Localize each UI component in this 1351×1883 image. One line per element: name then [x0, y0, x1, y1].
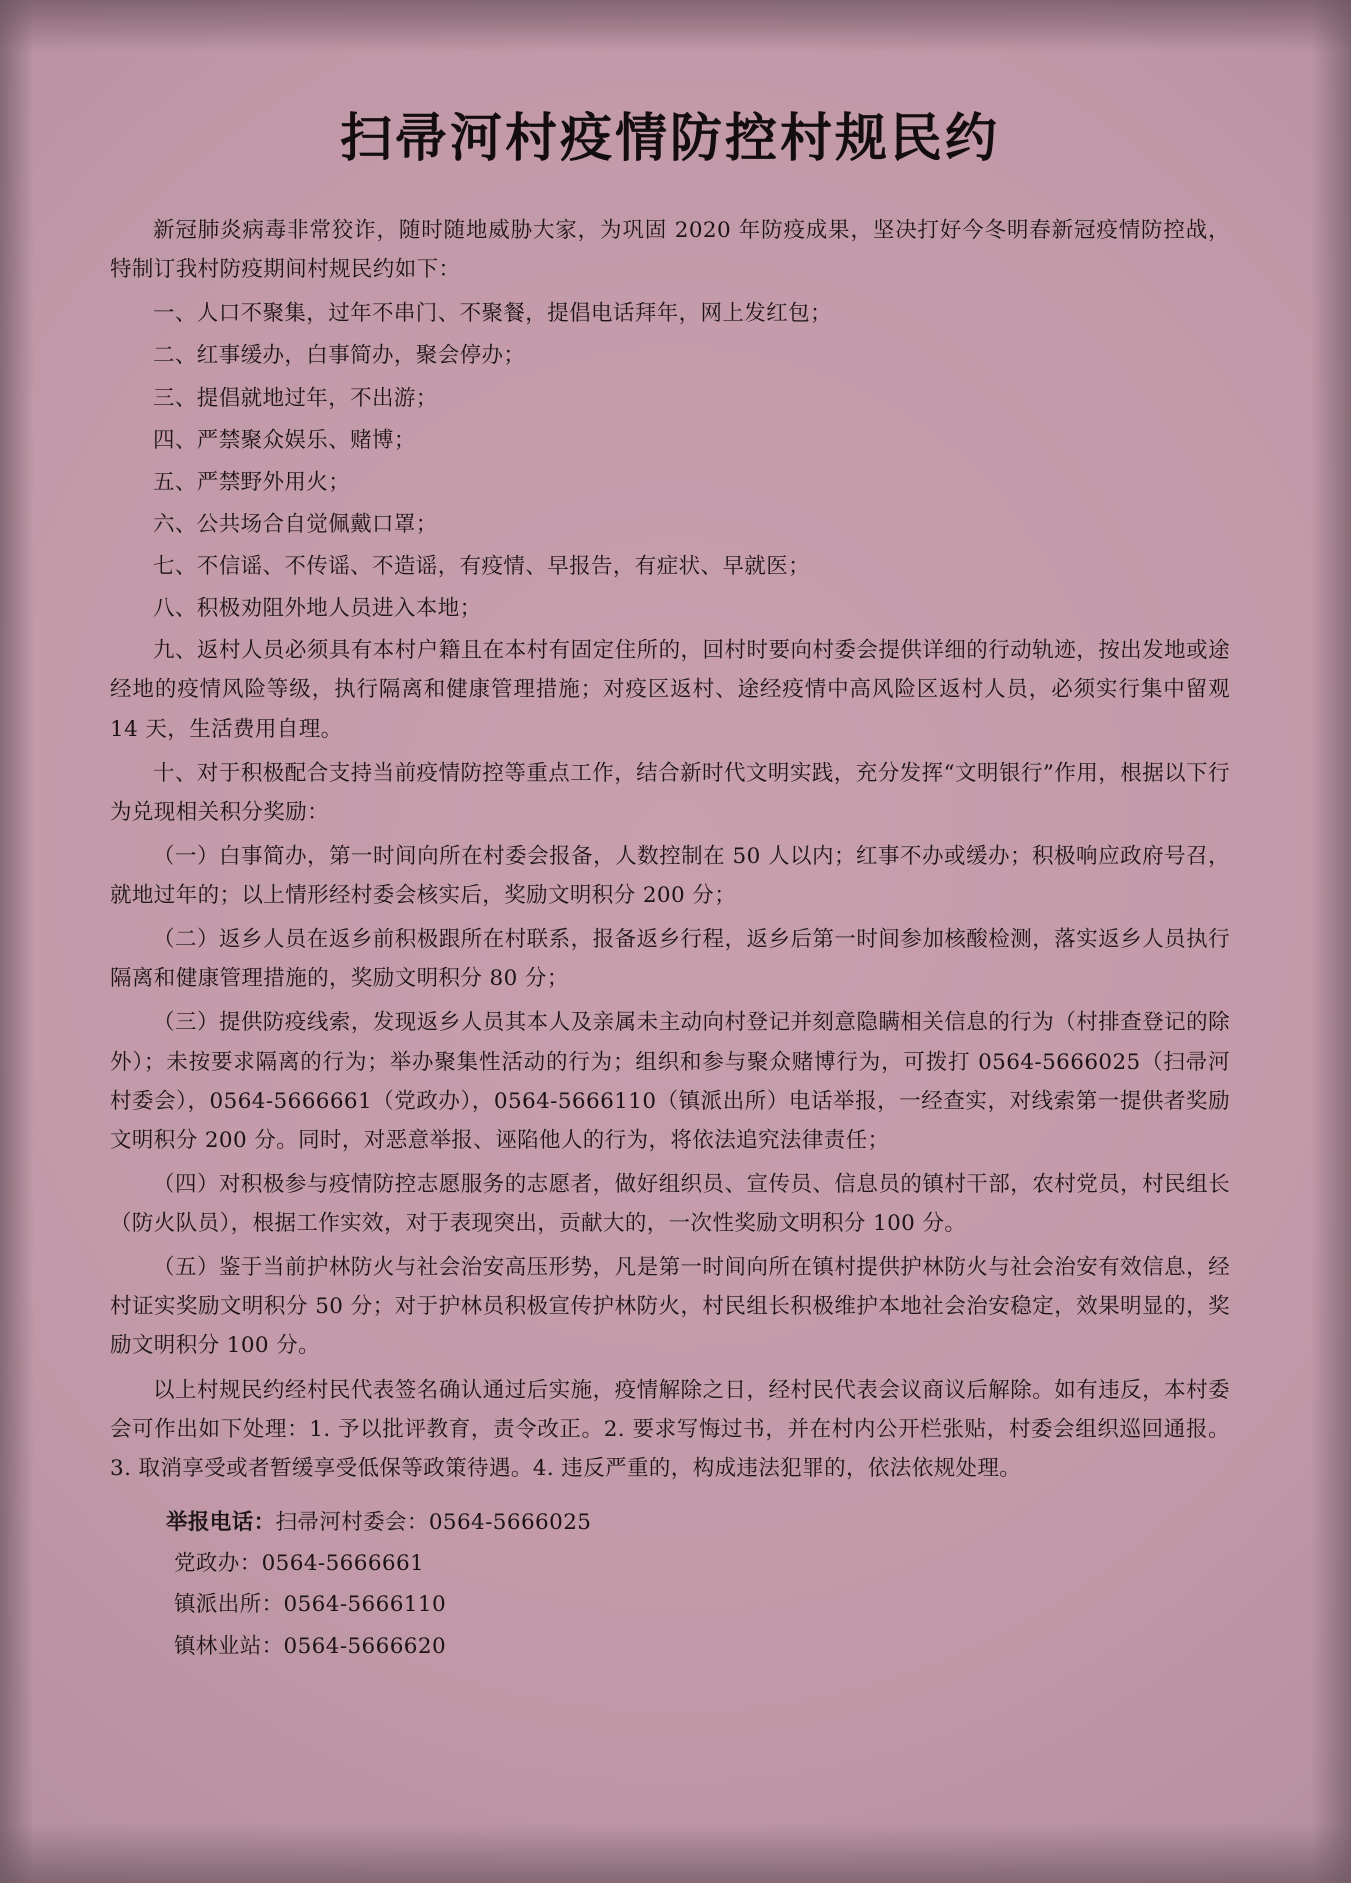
contact-line-party-office: 党政办：0564-5666661: [174, 1551, 425, 1577]
document-body: [110, 96, 1230, 1667]
rule-item-10-2: （二）返乡人员在返乡前积极跟所在村联系，报备返乡行程，返乡后第一时间参加核酸检测，落实返乡人员执行隔离和健康管理措施的，奖励文明积分 80 分；: [110, 927, 1230, 992]
paper-edge-bottom: [0, 1823, 1351, 1883]
paper-edge-right: [1311, 0, 1351, 1883]
rule-item-4: 四、严禁聚众娱乐、赌博；: [153, 427, 416, 453]
paper-edge-top: [0, 0, 1351, 52]
rule-item-8: 八、积极劝阻外地人员进入本地；: [153, 596, 482, 622]
contact-value-village: 扫帚河村委会：0564-5666025: [275, 1509, 592, 1535]
contact-line-village: [110, 1502, 1230, 1543]
rule-item-10-3: （三）提供防疫线索，发现返乡人员其本人及亲属未主动向村登记并刻意隐瞒相关信息的行为（村排查登记的除外）；未按要求隔离的行为；举办聚集性活动的行为；组织和参与聚众赌博行为，可拨打 0564-5666025（扫帚河村委会），0564-5666661（党政办），0564-5666110（镇派出所）电话举报，一经查实，对线索第一提供者奖励文明积分 200 分。同时，对恶意举报、诬陷他人的行为，将依法追究法律责任；: [110, 1010, 1230, 1153]
contact-list: [110, 1502, 1230, 1667]
closing-paragraph: 以上村规民约经村民代表签名确认通过后实施，疫情解除之日，经村民代表会议商议后解除。如有违反，本村委会可作出如下处理：1. 予以批评教育，责令改正。2. 要求写悔过书，并在村内公开栏张贴，村委会组织巡回通报。3. 取消享受或者暂缓享受低保等政策待遇。4. 违反严重的，构成违法犯罪的，依法依规处理。: [110, 1377, 1230, 1481]
contact-line-forestry-station: 镇林业站：0564-5666620: [174, 1633, 447, 1659]
rule-item-9: 九、返村人员必须具有本村户籍且在本村有固定住所的，回村时要向村委会提供详细的行动轨迹，按出发地或途经地的疫情风险等级，执行隔离和健康管理措施；对疫区返村、途经疫情中高风险区返村人员，必须实行集中留观 14 天，生活费用自理。: [110, 638, 1230, 742]
rule-item-2: 二、红事缓办，白事简办，聚会停办；: [153, 343, 526, 369]
rule-item-5: 五、严禁野外用火；: [153, 469, 351, 495]
rule-item-6: 六、公共场合自觉佩戴口罩；: [153, 511, 438, 537]
intro-paragraph: 新冠肺炎病毒非常狡诈，随时随地威胁大家，为巩固 2020 年防疫成果，坚决打好今冬明春新冠疫情防控战，特制订我村防疫期间村规民约如下：: [110, 218, 1230, 283]
paper-edge-left: [0, 0, 34, 1883]
rule-item-10: 十、对于积极配合支持当前疫情防控等重点工作，结合新时代文明实践，充分发挥“文明银行”作用，根据以下行为兑现相关积分奖励：: [110, 760, 1230, 825]
rule-item-10-4: （四）对积极参与疫情防控志愿服务的志愿者，做好组织员、宣传员、信息员的镇村干部，农村党员，村民组长（防火队员），根据工作实效，对于表现突出，贡献大的，一次性奖励文明积分 100 分。: [110, 1171, 1230, 1236]
rule-item-10-5: （五）鉴于当前护林防火与社会治安高压形势，凡是第一时间向所在镇村提供护林防火与社会治安有效信息，经村证实奖励文明积分 50 分；对于护林员积极宣传护林防火，村民组长积极维护本地社会治安稳定，效果明显的，奖励文明积分 100 分。: [110, 1255, 1230, 1359]
contact-label: 举报电话：: [166, 1509, 276, 1535]
page-title: 扫帚河村疫情防控村规民约: [339, 108, 1000, 169]
contact-line-police-station: 镇派出所：0564-5666110: [174, 1592, 447, 1618]
rule-item-7: 七、不信谣、不传谣、不造谣，有疫情、早报告，有症状、早就医；: [153, 554, 811, 579]
rule-item-3: 三、提倡就地过年，不出游；: [153, 385, 438, 411]
rule-item-10-1: （一）白事简办，第一时间向所在村委会报备，人数控制在 50 人以内；红事不办或缓办；积极响应政府号召，就地过年的；以上情形经村委会核实后，奖励文明积分 200 分；: [110, 843, 1230, 908]
rule-item-1: 一、人口不聚集，过年不串门、不聚餐，提倡电话拜年，网上发红包；: [153, 301, 832, 327]
